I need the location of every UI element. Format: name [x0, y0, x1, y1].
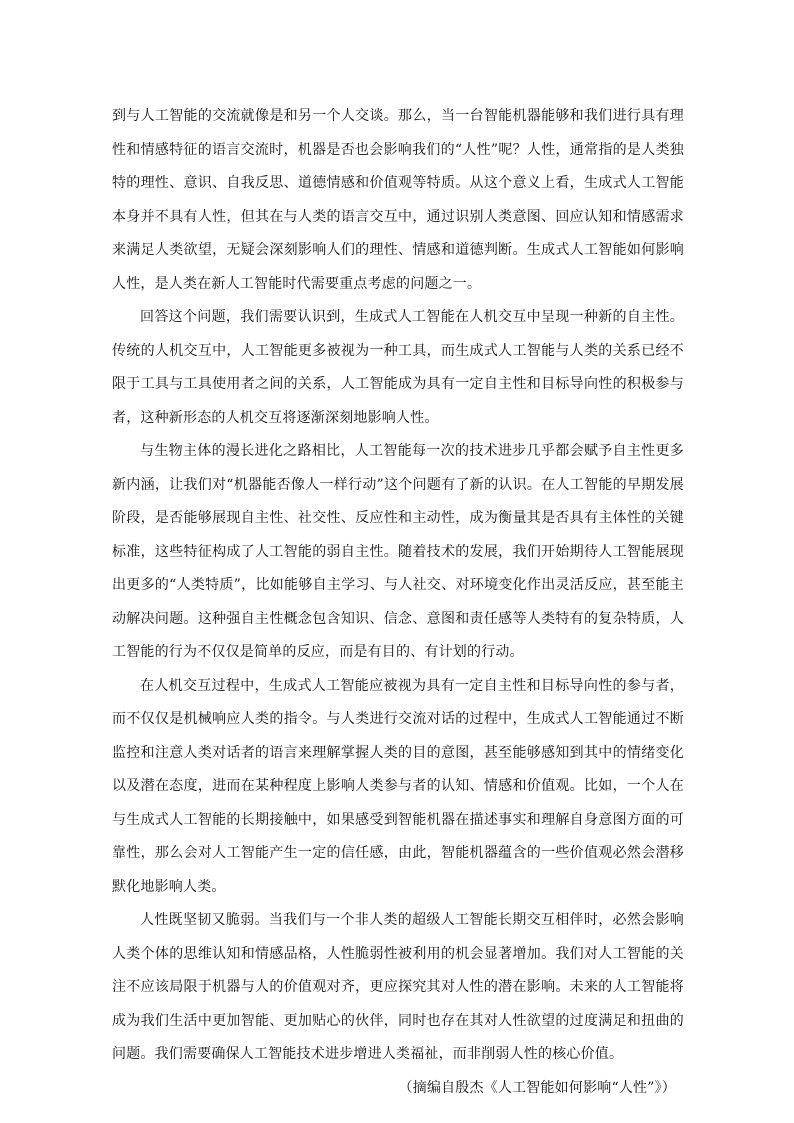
- article-body: [112, 100, 684, 1105]
- paragraph-5: 人性既坚韧又脆弱。当我们与一个非人类的超级人工智能长期交互相伴时，必然会影响人类个体的思维认知和情感品格，人性脆弱性被利用的机会显著增加。我们对人工智能的关注不应该局限于机器与人的价值观对齐，更应探究其对人性的潜在影响。未来的人工智能将成为我们生活中更加智能、更加贴心的伙伴，同时也存在其对人性欲望的过度满足和扭曲的问题。我们需要确保人工智能技术进步增进人类福祉，而非削弱人性的核心价值。: [112, 912, 684, 1062]
- paragraph-3: 与生物主体的漫长进化之路相比，人工智能每一次的技术进步几乎都会赋予自主性更多新内涵，让我们对“机器能否像人一样行动”这个问题有了新的认识。在人工智能的早期发展阶段，是否能够展现自主性、社交性、反应性和主动性，成为衡量其是否具有主体性的关键标准，这些特征构成了人工智能的弱自主性。随着技术的发展，我们开始期待人工智能展现出更多的“人类特质”，比如能够自主学习、与人社交、对环境变化作出灵活反应，甚至能主动解决问题。这种强自主性概念包含知识、信念、意图和责任感等人类特有的复杂特质，人工智能的行为不仅仅是简单的反应，而是有目的、有计划的行动。: [112, 443, 684, 660]
- paragraph-4: 在人机交互过程中，生成式人工智能应被视为具有一定自主性和目标导向性的参与者，而不仅仅是机械响应人类的指令。与人类进行交流对话的过程中，生成式人工智能通过不断监控和注意人类对话者的语言来理解掌握人类的目的意图，甚至能够感知到其中的情绪变化以及潜在态度，进而在某种程度上影响人类参与者的认知、情感和价值观。比如，一个人在与生成式人工智能的长期接触中，如果感受到智能机器在描述事实和理解自身意图方面的可靠性，那么会对人工智能产生一定的信任感，由此，智能机器蕴含的一些价值观必然会潜移默化地影响人类。: [112, 677, 684, 895]
- paragraph-1: 到与人工智能的交流就像是和另一个人交谈。那么，当一台智能机器能够和我们进行具有理性和情感特征的语言交流时，机器是否也会影响我们的“人性”呢？人性，通常指的是人类独特的理性、意识、自我反思、道德情感和价值观等特质。从这个意义上看，生成式人工智能本身并不具有人性，但其在与人类的语言交互中，通过识别人类意图、回应认知和情感需求来满足人类欲望，无疑会深刻影响人们的理性、情感和道德判断。生成式人工智能如何影响人性，是人类在新人工智能时代需要重点考虑的问题之一。: [112, 108, 684, 292]
- source-citation: （摘编自殷杰《人工智能如何影响“人性”》）: [398, 1079, 676, 1096]
- paragraph-2: 回答这个问题，我们需要认识到，生成式人工智能在人机交互中呈现一种新的自主性。传统的人机交互中，人工智能更多被视为一种工具，而生成式人工智能与人类的关系已经不限于工具与工具使用者之间的关系，人工智能成为具有一定自主性和目标导向性的积极参与者，这种新形态的人机交互将逐渐深刻地影响人性。: [112, 309, 684, 426]
